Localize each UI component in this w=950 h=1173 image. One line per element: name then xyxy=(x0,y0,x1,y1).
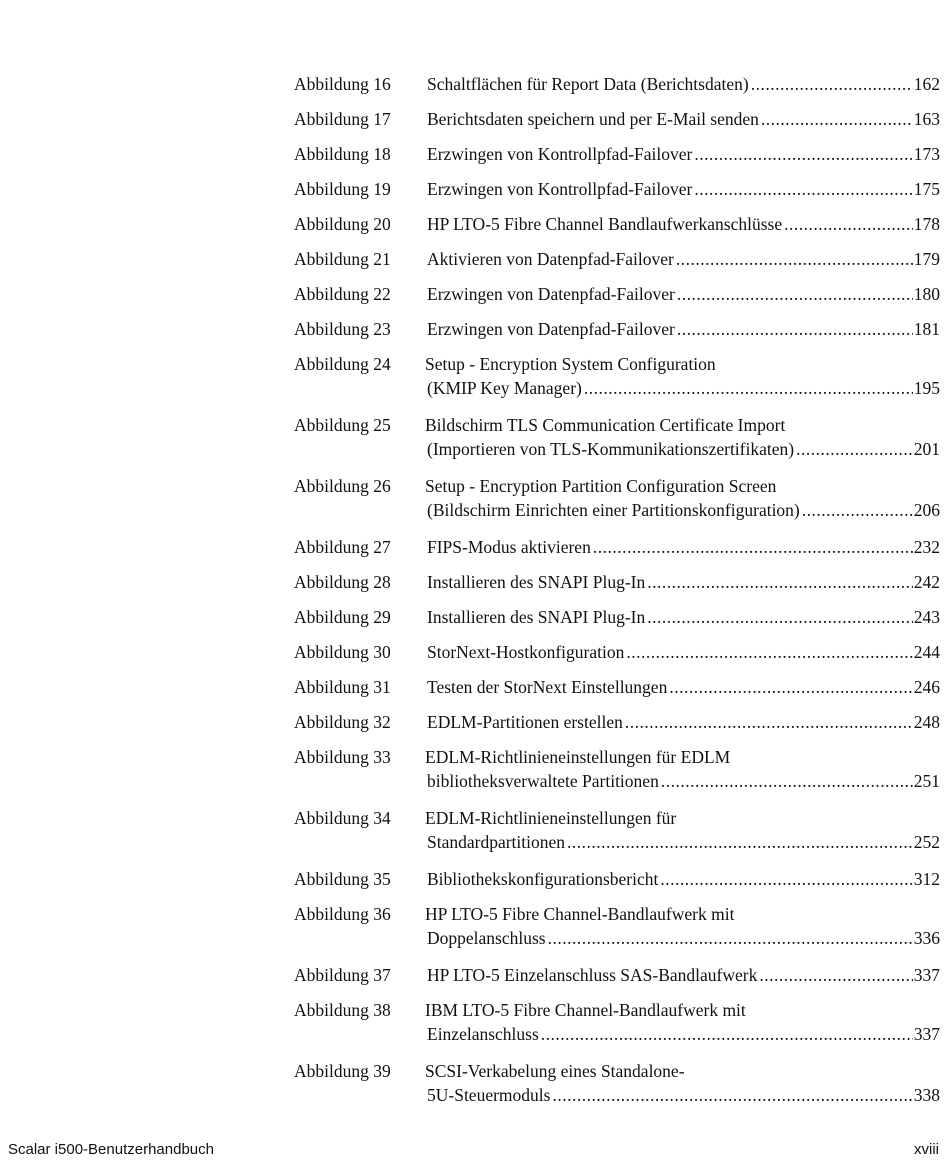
page-number: 336 xyxy=(913,928,940,948)
dot-leader xyxy=(567,830,913,854)
page-number: 246 xyxy=(913,677,940,697)
figure-label: Abbildung 29 xyxy=(294,607,391,627)
dot-leader xyxy=(677,317,913,341)
page-number: 181 xyxy=(913,319,940,339)
page-number: 201 xyxy=(913,439,940,459)
dot-leader xyxy=(660,867,912,891)
figure-caption: Erzwingen von Datenpfad-Failover xyxy=(427,284,675,304)
figure-caption: FIPS-Modus aktivieren xyxy=(427,537,591,557)
page-number: 337 xyxy=(913,1024,940,1044)
figure-caption: Schaltflächen für Report Data (Berichtsdaten) xyxy=(427,74,749,94)
footer-page-number: xviii xyxy=(914,1141,939,1158)
dot-leader xyxy=(548,926,913,950)
figure-label: Abbildung 23 xyxy=(294,319,391,339)
figure-label: Abbildung 26 xyxy=(294,476,391,496)
figure-caption: (Bildschirm Einrichten einer Partitionskonfiguration) xyxy=(427,500,800,520)
page-number: 173 xyxy=(913,144,940,164)
figure-caption: Berichtsdaten speichern und per E-Mail senden xyxy=(427,109,759,129)
figure-label: Abbildung 20 xyxy=(294,214,391,234)
dot-leader xyxy=(647,605,913,629)
figure-label: Abbildung 38 xyxy=(294,1000,391,1020)
figure-caption: EDLM-Richtlinieneinstellungen für EDLM xyxy=(425,747,731,767)
dot-leader xyxy=(647,570,913,594)
figure-label: Abbildung 19 xyxy=(294,179,391,199)
page-number: 244 xyxy=(913,642,940,662)
figure-caption: Erzwingen von Kontrollpfad-Failover xyxy=(427,144,693,164)
figure-caption: Aktivieren von Datenpfad-Failover xyxy=(427,249,674,269)
page-number: 175 xyxy=(913,179,940,199)
dot-leader xyxy=(676,247,913,271)
dot-leader xyxy=(661,769,913,793)
figure-label: Abbildung 17 xyxy=(294,109,391,129)
figure-label: Abbildung 22 xyxy=(294,284,391,304)
figure-caption: IBM LTO-5 Fibre Channel-Bandlaufwerk mit xyxy=(425,1000,746,1020)
figure-label: Abbildung 21 xyxy=(294,249,391,269)
dot-leader xyxy=(552,1083,912,1107)
figure-caption: bibliotheksverwaltete Partitionen xyxy=(427,771,659,791)
dot-leader xyxy=(761,107,913,131)
dot-leader xyxy=(625,710,913,734)
figure-label: Abbildung 18 xyxy=(294,144,391,164)
page-number: 252 xyxy=(913,832,940,852)
dot-leader xyxy=(784,212,913,236)
page-number: 251 xyxy=(913,771,940,791)
figure-caption: HP LTO-5 Fibre Channel Bandlaufwerkanschlüsse xyxy=(427,214,783,234)
figure-label: Abbildung 32 xyxy=(294,712,391,732)
page-number: 337 xyxy=(913,965,940,985)
figure-caption: Erzwingen von Kontrollpfad-Failover xyxy=(427,179,693,199)
dot-leader xyxy=(626,640,912,664)
figure-label: Abbildung 30 xyxy=(294,642,391,662)
page-number: 243 xyxy=(913,607,940,627)
figure-label: Abbildung 35 xyxy=(294,869,391,889)
page-number: 195 xyxy=(913,378,940,398)
figure-label: Abbildung 34 xyxy=(294,808,391,828)
figure-caption: Doppelanschluss xyxy=(427,928,546,948)
figure-caption: EDLM-Partitionen erstellen xyxy=(427,712,623,732)
page-number: 180 xyxy=(913,284,940,304)
figure-caption: Setup - Encryption Partition Configuration Screen xyxy=(425,476,777,496)
page-number: 178 xyxy=(913,214,940,234)
page-number: 163 xyxy=(913,109,940,129)
dot-leader xyxy=(541,1022,913,1046)
figure-caption: Erzwingen von Datenpfad-Failover xyxy=(427,319,675,339)
figure-caption: Standardpartitionen xyxy=(427,832,566,852)
figure-label: Abbildung 28 xyxy=(294,572,391,592)
figure-label: Abbildung 25 xyxy=(294,415,391,435)
figure-label: Abbildung 37 xyxy=(294,965,391,985)
figure-caption: (Importieren von TLS-Kommunikationszertifikaten) xyxy=(427,439,795,459)
figure-caption: (KMIP Key Manager) xyxy=(427,378,582,398)
figure-label: Abbildung 39 xyxy=(294,1061,391,1081)
figure-caption: Bibliothekskonfigurationsbericht xyxy=(427,869,659,889)
figure-caption: 5U-Steuermoduls xyxy=(427,1085,551,1105)
figure-label: Abbildung 31 xyxy=(294,677,391,697)
dot-leader xyxy=(751,72,913,96)
dot-leader xyxy=(584,376,913,400)
dot-leader xyxy=(802,498,913,522)
figure-caption: Bildschirm TLS Communication Certificate Import xyxy=(425,415,786,435)
dot-leader xyxy=(593,535,913,559)
figure-caption: Setup - Encryption System Configuration xyxy=(425,354,716,374)
figure-label: Abbildung 24 xyxy=(294,354,391,374)
dot-leader xyxy=(796,437,913,461)
page-number: 242 xyxy=(913,572,940,592)
dot-leader xyxy=(677,282,913,306)
page-number: 312 xyxy=(913,869,940,889)
figure-caption: EDLM-Richtlinieneinstellungen für xyxy=(425,808,677,828)
dot-leader xyxy=(694,142,912,166)
figure-label: Abbildung 16 xyxy=(294,74,391,94)
dot-leader xyxy=(759,963,912,987)
figure-caption: Testen der StorNext Einstellungen xyxy=(427,677,668,697)
figure-caption: HP LTO-5 Einzelanschluss SAS-Bandlaufwerk xyxy=(427,965,758,985)
dot-leader xyxy=(694,177,912,201)
page-number: 179 xyxy=(913,249,940,269)
figure-caption: HP LTO-5 Fibre Channel-Bandlaufwerk mit xyxy=(425,904,735,924)
dot-leader xyxy=(669,675,912,699)
figure-label: Abbildung 36 xyxy=(294,904,391,924)
page-number: 232 xyxy=(913,537,940,557)
figure-caption: Installieren des SNAPI Plug-In xyxy=(427,607,646,627)
page-number: 338 xyxy=(913,1085,940,1105)
figure-caption: Einzelanschluss xyxy=(427,1024,539,1044)
page-number: 162 xyxy=(913,74,940,94)
figure-caption: Installieren des SNAPI Plug-In xyxy=(427,572,646,592)
page-number: 206 xyxy=(913,500,940,520)
page-number: 248 xyxy=(913,712,940,732)
figure-label: Abbildung 33 xyxy=(294,747,391,767)
figure-label: Abbildung 27 xyxy=(294,537,391,557)
footer-title: Scalar i500-Benutzerhandbuch xyxy=(8,1141,214,1158)
figure-caption: StorNext-Hostkonfiguration xyxy=(427,642,625,662)
figure-caption: SCSI-Verkabelung eines Standalone- xyxy=(425,1061,685,1081)
